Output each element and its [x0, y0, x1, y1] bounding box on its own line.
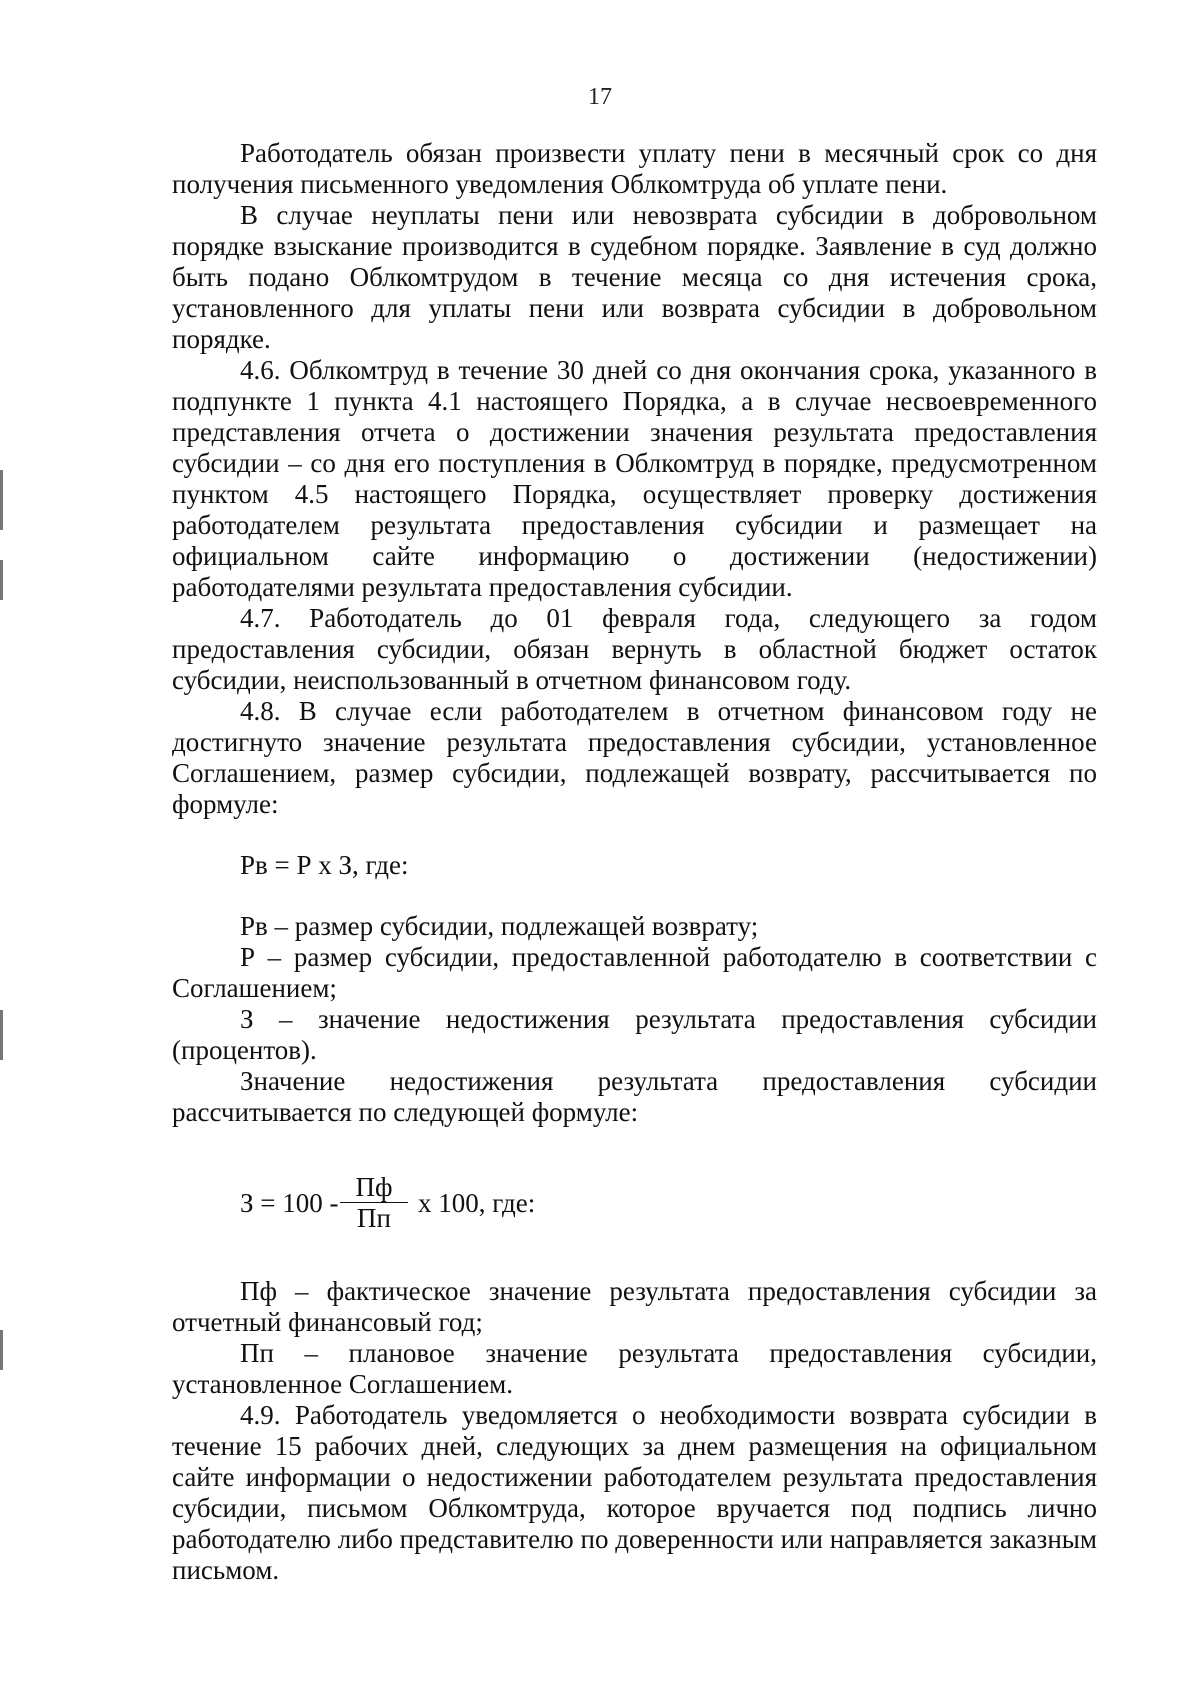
document-body [172, 138, 1097, 1586]
definition-pf: Пф – фактическое значение результата предоставления субсидии за отчетный финансовый год; [172, 1276, 1097, 1337]
formula-shortfall-right: х 100, где: [418, 1188, 536, 1218]
paragraph-z-formula-intro: Значение недостижения результата предоставления субсидии рассчитывается по следующей формуле: [172, 1066, 1097, 1127]
formula-shortfall-left: З = 100 - [240, 1188, 339, 1218]
paragraph-4-9: 4.9. Работодатель уведомляется о необходимости возврата субсидии в течение 15 рабочих дней, следующих за днем размещения на официальном сайте информации о недостижении работодателем результата предоставления субсидии, письмом Облкомтруда, которое вручается под подпись лично работодателю либо представителю по доверенности или направляется заказным письмом. [172, 1400, 1097, 1585]
formula-fraction [340, 1172, 408, 1233]
scan-edge-marks [0, 0, 6, 1705]
paragraph-nonpayment: В случае неуплаты пени или невозврата субсидии в добровольном порядке взыскание производится в судебном порядке. Заявление в суд должно быть подано Облкомтрудом в течение месяца со дня истечения срока, установленного для уплаты пени или возврата субсидии в добровольном порядке. [172, 200, 1097, 354]
paragraph-4-7: 4.7. Работодатель до 01 февраля года, следующего за годом предоставления субсидии, обязан вернуть в областной бюджет остаток субсидии, неиспользованный в отчетном финансовом году. [172, 603, 1097, 695]
paragraph-penalty-payment: Работодатель обязан произвести уплату пени в месячный срок со дня получения письменного уведомления Облкомтруда об уплате пени. [172, 138, 1097, 199]
definition-pp: Пп – плановое значение результата предоставления субсидии, установленное Соглашением. [172, 1338, 1097, 1399]
fraction-numerator: Пф [340, 1172, 408, 1203]
paragraph-4-8: 4.8. В случае если работодателем в отчетном финансовом году не достигнуто значение результата предоставления субсидии, установленное Соглашением, размер субсидии, подлежащей возврату, рассчитывается по формуле: [172, 696, 1097, 819]
definition-r: Р – размер субсидии, предоставленной работодателю в соответствии с Соглашением; [172, 942, 1097, 1003]
definition-z: З – значение недостижения результата предоставления субсидии (процентов). [172, 1004, 1097, 1065]
page-number: 17 [588, 84, 612, 110]
paragraph-4-6: 4.6. Облкомтруд в течение 30 дней со дня окончания срока, указанного в подпункте 1 пункта 4.1 настоящего Порядка, а в случае несвоевременного представления отчета о достижении значения результата предоставления субсидии – со дня его поступления в Облкомтруд в порядке, предусмотренном пунктом 4.5 настоящего Порядка, осуществляет проверку достижения работодателем результата предоставления субсидии и размещает на официальном сайте информацию о достижении (недостижении) работодателями результата предоставления субсидии. [172, 355, 1097, 602]
definition-rv: Рв – размер субсидии, подлежащей возврату; [240, 911, 759, 941]
fraction-denominator: Пп [357, 1203, 391, 1233]
formula-refund-amount: Рв = Р х З, где: [240, 850, 409, 880]
formula-shortfall [172, 1172, 1097, 1232]
